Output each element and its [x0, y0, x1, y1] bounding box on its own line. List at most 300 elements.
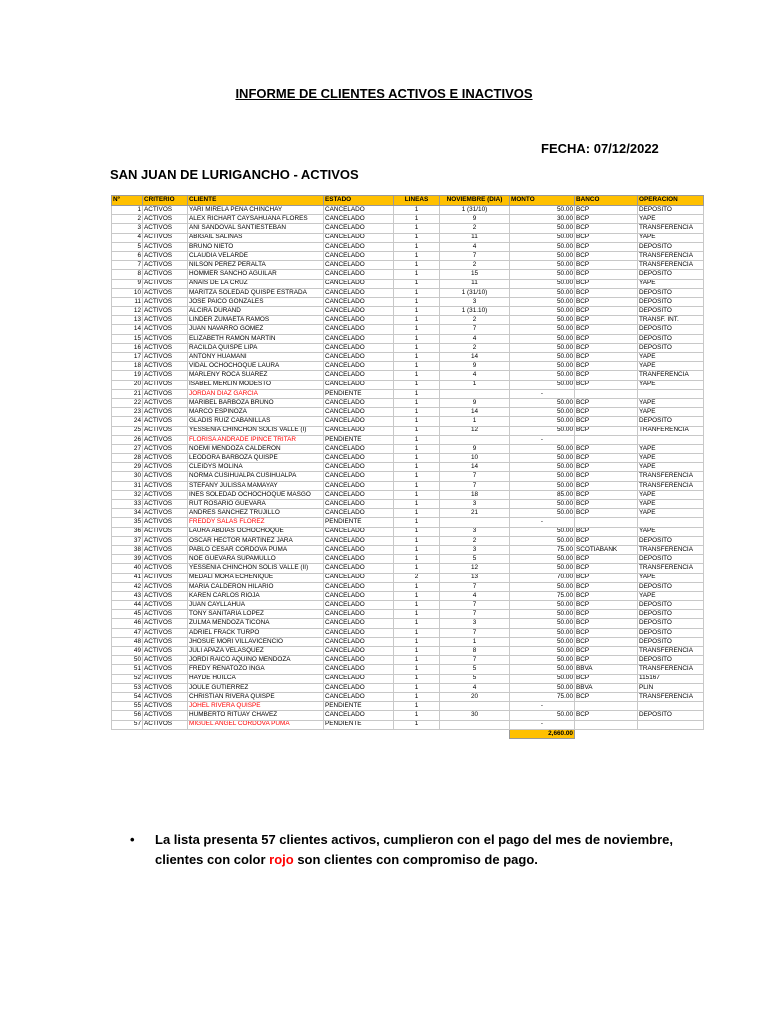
cell-cliente: JUAN NAVARRO GOMEZ: [188, 325, 324, 334]
cell-operacion: DEPOSITO: [638, 242, 704, 251]
cell-lineas: 1: [394, 619, 440, 628]
cell-operacion: DEPOSITO: [638, 582, 704, 591]
cell-number: 12: [112, 307, 143, 316]
cell-banco: BCP: [575, 601, 638, 610]
cell-cliente: ISABEL MERLIN MODESTO: [188, 380, 324, 389]
cell-estado: PENDIENTE: [324, 720, 394, 729]
cell-cliente: JHOSUE MORI VILLAVICENCIO: [188, 637, 324, 646]
cell-criterio: ACTIVOS: [143, 325, 188, 334]
cell-banco: BCP: [575, 242, 638, 251]
cell-criterio: ACTIVOS: [143, 619, 188, 628]
clients-table: [111, 195, 704, 739]
cell-cliente: BRUNO NIETO: [188, 242, 324, 251]
cell-number: 21: [112, 389, 143, 398]
cell-dia: 4: [440, 371, 510, 380]
cell-criterio: ACTIVOS: [143, 683, 188, 692]
cell-dia: 7: [440, 251, 510, 260]
cell-dia: 7: [440, 656, 510, 665]
cell-operacion: YAPE: [638, 408, 704, 417]
cell-monto: 50.00: [510, 454, 575, 463]
cell-number: 35: [112, 518, 143, 527]
cell-operacion: DEPOSITO: [638, 619, 704, 628]
cell-operacion: DEPOSITO: [638, 555, 704, 564]
table-row: [112, 637, 704, 646]
cell-operacion: YAPE: [638, 279, 704, 288]
cell-operacion: DEPOSITO: [638, 628, 704, 637]
table-row: [112, 261, 704, 270]
cell-cliente: MARIBEL BARBOZA BRUNO: [188, 398, 324, 407]
cell-banco: [575, 518, 638, 527]
cell-number: 30: [112, 472, 143, 481]
cell-dia: 14: [440, 463, 510, 472]
cell-lineas: 1: [394, 316, 440, 325]
cell-cliente: LAURA ABDIAS OCHOCHOQUE: [188, 527, 324, 536]
cell-number: 43: [112, 591, 143, 600]
cell-dia: 12: [440, 426, 510, 435]
cell-monto: 50.00: [510, 500, 575, 509]
cell-banco: BCP: [575, 343, 638, 352]
cell-lineas: 1: [394, 647, 440, 656]
notes-red-word: rojo: [269, 852, 294, 867]
cell-cliente: MARCO ESPINOZA: [188, 408, 324, 417]
notes-line-2-pre: clientes con color: [155, 852, 270, 867]
cell-lineas: 1: [394, 417, 440, 426]
cell-lineas: 1: [394, 334, 440, 343]
cell-cliente: ZULMA MENDOZA TICONA: [188, 619, 324, 628]
cell-criterio: ACTIVOS: [143, 637, 188, 646]
cell-estado: CANCELADO: [324, 674, 394, 683]
cell-cliente: VIDAL OCHOCHOQUE LAURA: [188, 362, 324, 371]
cell-criterio: ACTIVOS: [143, 610, 188, 619]
cell-lineas: 1: [394, 426, 440, 435]
header-noviembre: NOVIEMBRE (DIA): [440, 196, 510, 206]
cell-lineas: 1: [394, 545, 440, 554]
cell-number: 44: [112, 601, 143, 610]
header-number: Nº: [112, 196, 143, 206]
header-cliente: CLIENTE: [188, 196, 324, 206]
cell-lineas: 1: [394, 518, 440, 527]
cell-number: 46: [112, 619, 143, 628]
cell-monto: 50.00: [510, 270, 575, 279]
cell-monto: 50.00: [510, 472, 575, 481]
cell-estado: CANCELADO: [324, 454, 394, 463]
cell-dia: 5: [440, 555, 510, 564]
cell-criterio: ACTIVOS: [143, 454, 188, 463]
cell-estado: CANCELADO: [324, 545, 394, 554]
table-row: [112, 242, 704, 251]
cell-monto: 50.00: [510, 683, 575, 692]
cell-monto: 50.00: [510, 536, 575, 545]
cell-estado: PENDIENTE: [324, 435, 394, 444]
cell-monto: 50.00: [510, 463, 575, 472]
cell-criterio: ACTIVOS: [143, 665, 188, 674]
table-row: [112, 628, 704, 637]
cell-monto: 50.00: [510, 555, 575, 564]
cell-criterio: ACTIVOS: [143, 628, 188, 637]
cell-number: 29: [112, 463, 143, 472]
cell-lineas: 1: [394, 692, 440, 701]
cell-cliente: FREDY RENATOZO INGA: [188, 665, 324, 674]
cell-dia: [440, 518, 510, 527]
cell-operacion: TRANSFERENCIA: [638, 481, 704, 490]
cell-criterio: ACTIVOS: [143, 647, 188, 656]
cell-dia: [440, 389, 510, 398]
cell-monto: 50.00: [510, 233, 575, 242]
cell-banco: [575, 720, 638, 729]
cell-criterio: ACTIVOS: [143, 279, 188, 288]
cell-operacion: YAPE: [638, 454, 704, 463]
cell-lineas: 1: [394, 454, 440, 463]
cell-lineas: 1: [394, 362, 440, 371]
cell-estado: CANCELADO: [324, 619, 394, 628]
cell-banco: BCP: [575, 279, 638, 288]
cell-operacion: [638, 389, 704, 398]
cell-operacion: [638, 435, 704, 444]
cell-banco: BCP: [575, 408, 638, 417]
cell-estado: CANCELADO: [324, 628, 394, 637]
cell-banco: BCP: [575, 500, 638, 509]
cell-estado: CANCELADO: [324, 472, 394, 481]
table-header-row: [112, 196, 704, 206]
header-lineas: LINEAS: [394, 196, 440, 206]
cell-cliente: ALEX RICHART CAYSAHUANA FLORES: [188, 215, 324, 224]
cell-cliente: JOHEL RIVERA QUISPE: [188, 702, 324, 711]
cell-estado: CANCELADO: [324, 371, 394, 380]
cell-monto: 75.00: [510, 545, 575, 554]
cell-number: 57: [112, 720, 143, 729]
table-row: [112, 334, 704, 343]
cell-banco: BCP: [575, 481, 638, 490]
cell-cliente: NOEMI MENDOZA CALDERON: [188, 444, 324, 453]
cell-lineas: 1: [394, 398, 440, 407]
cell-estado: CANCELADO: [324, 536, 394, 545]
cell-cliente: NORMA CUSIHUALPA CUSIHUALPA: [188, 472, 324, 481]
cell-cliente: JORDI RAICO AQUINO MENDOZA: [188, 656, 324, 665]
cell-monto: 50.00: [510, 444, 575, 453]
cell-lineas: 1: [394, 591, 440, 600]
cell-number: 51: [112, 665, 143, 674]
cell-banco: BCP: [575, 647, 638, 656]
cell-dia: 1: [440, 637, 510, 646]
cell-number: 45: [112, 610, 143, 619]
cell-operacion: DEPOSITO: [638, 206, 704, 215]
cell-lineas: 1: [394, 601, 440, 610]
cell-dia: 7: [440, 582, 510, 591]
cell-dia: 2: [440, 261, 510, 270]
cell-dia: 2: [440, 536, 510, 545]
table-row: [112, 610, 704, 619]
cell-estado: CANCELADO: [324, 288, 394, 297]
cell-estado: CANCELADO: [324, 637, 394, 646]
cell-banco: SCOTIABANK: [575, 545, 638, 554]
cell-dia: 12: [440, 564, 510, 573]
cell-criterio: ACTIVOS: [143, 242, 188, 251]
cell-criterio: ACTIVOS: [143, 555, 188, 564]
cell-lineas: 1: [394, 325, 440, 334]
cell-dia: 7: [440, 325, 510, 334]
cell-lineas: 1: [394, 435, 440, 444]
cell-banco: BBVA: [575, 665, 638, 674]
cell-operacion: YAPE: [638, 527, 704, 536]
cell-estado: CANCELADO: [324, 582, 394, 591]
table-row: [112, 353, 704, 362]
cell-operacion: TRANFERENCIA: [638, 426, 704, 435]
cell-criterio: ACTIVOS: [143, 417, 188, 426]
cell-banco: BCP: [575, 215, 638, 224]
cell-monto: 50.00: [510, 334, 575, 343]
cell-monto: 50.00: [510, 610, 575, 619]
cell-monto: -: [510, 720, 575, 729]
cell-monto: 50.00: [510, 297, 575, 306]
table-row: [112, 206, 704, 215]
cell-estado: CANCELADO: [324, 398, 394, 407]
cell-number: 4: [112, 233, 143, 242]
cell-monto: 50.00: [510, 307, 575, 316]
cell-number: 7: [112, 261, 143, 270]
cell-operacion: TRANSFERENCIA: [638, 665, 704, 674]
header-operacion: OPERACIÓN: [638, 196, 704, 206]
notes-text: [155, 830, 690, 870]
cell-monto: 50.00: [510, 325, 575, 334]
cell-banco: BCP: [575, 444, 638, 453]
table-body: [112, 206, 704, 730]
cell-number: 16: [112, 343, 143, 352]
cell-number: 37: [112, 536, 143, 545]
cell-dia: 1: [440, 417, 510, 426]
cell-estado: CANCELADO: [324, 279, 394, 288]
cell-estado: CANCELADO: [324, 242, 394, 251]
cell-banco: BCP: [575, 619, 638, 628]
cell-number: 40: [112, 564, 143, 573]
cell-lineas: 1: [394, 371, 440, 380]
cell-operacion: DEPOSITO: [638, 334, 704, 343]
cell-dia: 15: [440, 270, 510, 279]
cell-dia: 7: [440, 610, 510, 619]
cell-cliente: CLAUDIA VELARDE: [188, 251, 324, 260]
cell-banco: BCP: [575, 288, 638, 297]
cell-operacion: TRANSF. INT.: [638, 316, 704, 325]
cell-dia: 2: [440, 343, 510, 352]
clients-table-container: [111, 195, 704, 739]
cell-estado: PENDIENTE: [324, 702, 394, 711]
cell-cliente: RUT ROSARIO GUEVARA: [188, 500, 324, 509]
cell-estado: CANCELADO: [324, 233, 394, 242]
cell-number: 15: [112, 334, 143, 343]
table-row: [112, 619, 704, 628]
cell-lineas: 1: [394, 380, 440, 389]
cell-operacion: [638, 702, 704, 711]
cell-operacion: TRANSFERENCIA: [638, 692, 704, 701]
cell-estado: CANCELADO: [324, 334, 394, 343]
cell-number: 5: [112, 242, 143, 251]
cell-operacion: YAPE: [638, 490, 704, 499]
cell-cliente: MIGUEL ANGEL CORDOVA PUMA: [188, 720, 324, 729]
cell-monto: 50.00: [510, 601, 575, 610]
cell-estado: CANCELADO: [324, 683, 394, 692]
cell-banco: BCP: [575, 555, 638, 564]
cell-criterio: ACTIVOS: [143, 463, 188, 472]
cell-number: 20: [112, 380, 143, 389]
cell-number: 3: [112, 224, 143, 233]
cell-criterio: ACTIVOS: [143, 307, 188, 316]
cell-estado: CANCELADO: [324, 509, 394, 518]
cell-operacion: DEPOSITO: [638, 307, 704, 316]
table-row: [112, 692, 704, 701]
cell-operacion: YAPE: [638, 591, 704, 600]
cell-number: 25: [112, 426, 143, 435]
cell-dia: 1 (31/10): [440, 288, 510, 297]
notes: [130, 830, 690, 870]
cell-cliente: ALCIRA DURAND: [188, 307, 324, 316]
cell-monto: 50.00: [510, 674, 575, 683]
cell-estado: CANCELADO: [324, 564, 394, 573]
table-row: [112, 582, 704, 591]
cell-dia: [440, 720, 510, 729]
cell-dia: 30: [440, 711, 510, 720]
cell-lineas: 1: [394, 233, 440, 242]
cell-criterio: ACTIVOS: [143, 389, 188, 398]
cell-criterio: ACTIVOS: [143, 656, 188, 665]
cell-dia: 4: [440, 683, 510, 692]
cell-banco: BCP: [575, 692, 638, 701]
cell-monto: 50.00: [510, 380, 575, 389]
table-row: [112, 711, 704, 720]
header-criterio: CRITERIO: [143, 196, 188, 206]
total-row: [112, 729, 704, 738]
cell-estado: CANCELADO: [324, 573, 394, 582]
cell-banco: BCP: [575, 527, 638, 536]
table-row: [112, 481, 704, 490]
cell-lineas: 1: [394, 564, 440, 573]
table-row: [112, 545, 704, 554]
table-row: [112, 251, 704, 260]
cell-dia: 10: [440, 454, 510, 463]
cell-banco: BCP: [575, 573, 638, 582]
cell-banco: BCP: [575, 463, 638, 472]
cell-operacion: TRANSFERENCIA: [638, 564, 704, 573]
cell-operacion: YAPE: [638, 215, 704, 224]
cell-lineas: 1: [394, 343, 440, 352]
notes-line-2: [155, 850, 690, 870]
cell-banco: BCP: [575, 334, 638, 343]
cell-banco: BCP: [575, 325, 638, 334]
cell-number: 36: [112, 527, 143, 536]
cell-lineas: 1: [394, 481, 440, 490]
cell-criterio: ACTIVOS: [143, 408, 188, 417]
cell-monto: -: [510, 518, 575, 527]
cell-number: 28: [112, 454, 143, 463]
cell-lineas: 1: [394, 297, 440, 306]
cell-cliente: OSCAR HECTOR MARTINEZ JARA: [188, 536, 324, 545]
cell-estado: CANCELADO: [324, 463, 394, 472]
cell-monto: 50.00: [510, 224, 575, 233]
cell-estado: CANCELADO: [324, 316, 394, 325]
table-row: [112, 472, 704, 481]
cell-monto: 50.00: [510, 527, 575, 536]
cell-monto: 50.00: [510, 619, 575, 628]
header-monto: MONTO: [510, 196, 575, 206]
cell-criterio: ACTIVOS: [143, 353, 188, 362]
cell-monto: 50.00: [510, 261, 575, 270]
cell-estado: CANCELADO: [324, 610, 394, 619]
cell-lineas: 1: [394, 582, 440, 591]
cell-estado: CANCELADO: [324, 601, 394, 610]
cell-estado: CANCELADO: [324, 343, 394, 352]
cell-dia: 9: [440, 444, 510, 453]
cell-monto: 50.00: [510, 279, 575, 288]
table-row: [112, 509, 704, 518]
cell-monto: 75.00: [510, 692, 575, 701]
cell-monto: 70.00: [510, 573, 575, 582]
cell-lineas: 1: [394, 242, 440, 251]
cell-number: 11: [112, 297, 143, 306]
cell-dia: 4: [440, 591, 510, 600]
cell-criterio: ACTIVOS: [143, 261, 188, 270]
cell-estado: CANCELADO: [324, 297, 394, 306]
cell-criterio: ACTIVOS: [143, 288, 188, 297]
cell-operacion: PLIN: [638, 683, 704, 692]
cell-dia: 1 (31.10): [440, 307, 510, 316]
cell-cliente: CHRISTIAN RIVERA QUISPE: [188, 692, 324, 701]
cell-dia: 18: [440, 490, 510, 499]
cell-estado: CANCELADO: [324, 444, 394, 453]
cell-monto: 50.00: [510, 509, 575, 518]
cell-dia: 2: [440, 316, 510, 325]
cell-operacion: YAPE: [638, 509, 704, 518]
cell-estado: CANCELADO: [324, 261, 394, 270]
cell-lineas: 1: [394, 224, 440, 233]
cell-operacion: DEPOSITO: [638, 417, 704, 426]
cell-banco: BCP: [575, 564, 638, 573]
cell-banco: BCP: [575, 417, 638, 426]
cell-operacion: YAPE: [638, 463, 704, 472]
cell-monto: 50.00: [510, 206, 575, 215]
cell-dia: 3: [440, 500, 510, 509]
cell-operacion: DEPOSITO: [638, 343, 704, 352]
table-row: [112, 573, 704, 582]
cell-operacion: YAPE: [638, 500, 704, 509]
cell-banco: BCP: [575, 353, 638, 362]
cell-banco: BCP: [575, 591, 638, 600]
cell-operacion: TRANSFERENCIA: [638, 224, 704, 233]
cell-operacion: TRANSFERENCIA: [638, 545, 704, 554]
cell-banco: BCP: [575, 582, 638, 591]
cell-criterio: ACTIVOS: [143, 720, 188, 729]
cell-cliente: YARI MIRELA PEÑA CHINCHAY: [188, 206, 324, 215]
cell-estado: CANCELADO: [324, 362, 394, 371]
cell-number: 49: [112, 647, 143, 656]
cell-number: 23: [112, 408, 143, 417]
cell-number: 31: [112, 481, 143, 490]
cell-lineas: 1: [394, 270, 440, 279]
cell-banco: BCP: [575, 674, 638, 683]
table-row: [112, 702, 704, 711]
cell-number: 22: [112, 398, 143, 407]
cell-monto: -: [510, 389, 575, 398]
cell-operacion: YAPE: [638, 233, 704, 242]
cell-banco: BCP: [575, 490, 638, 499]
cell-cliente: HOMMER SANCHO AGUILAR: [188, 270, 324, 279]
cell-monto: 50.00: [510, 371, 575, 380]
cell-operacion: 115167: [638, 674, 704, 683]
cell-operacion: YAPE: [638, 444, 704, 453]
cell-banco: BBVA: [575, 683, 638, 692]
cell-banco: BCP: [575, 307, 638, 316]
table-row: [112, 490, 704, 499]
cell-criterio: ACTIVOS: [143, 573, 188, 582]
cell-lineas: 1: [394, 408, 440, 417]
cell-cliente: LEODORA BARBOZA QUISPE: [188, 454, 324, 463]
